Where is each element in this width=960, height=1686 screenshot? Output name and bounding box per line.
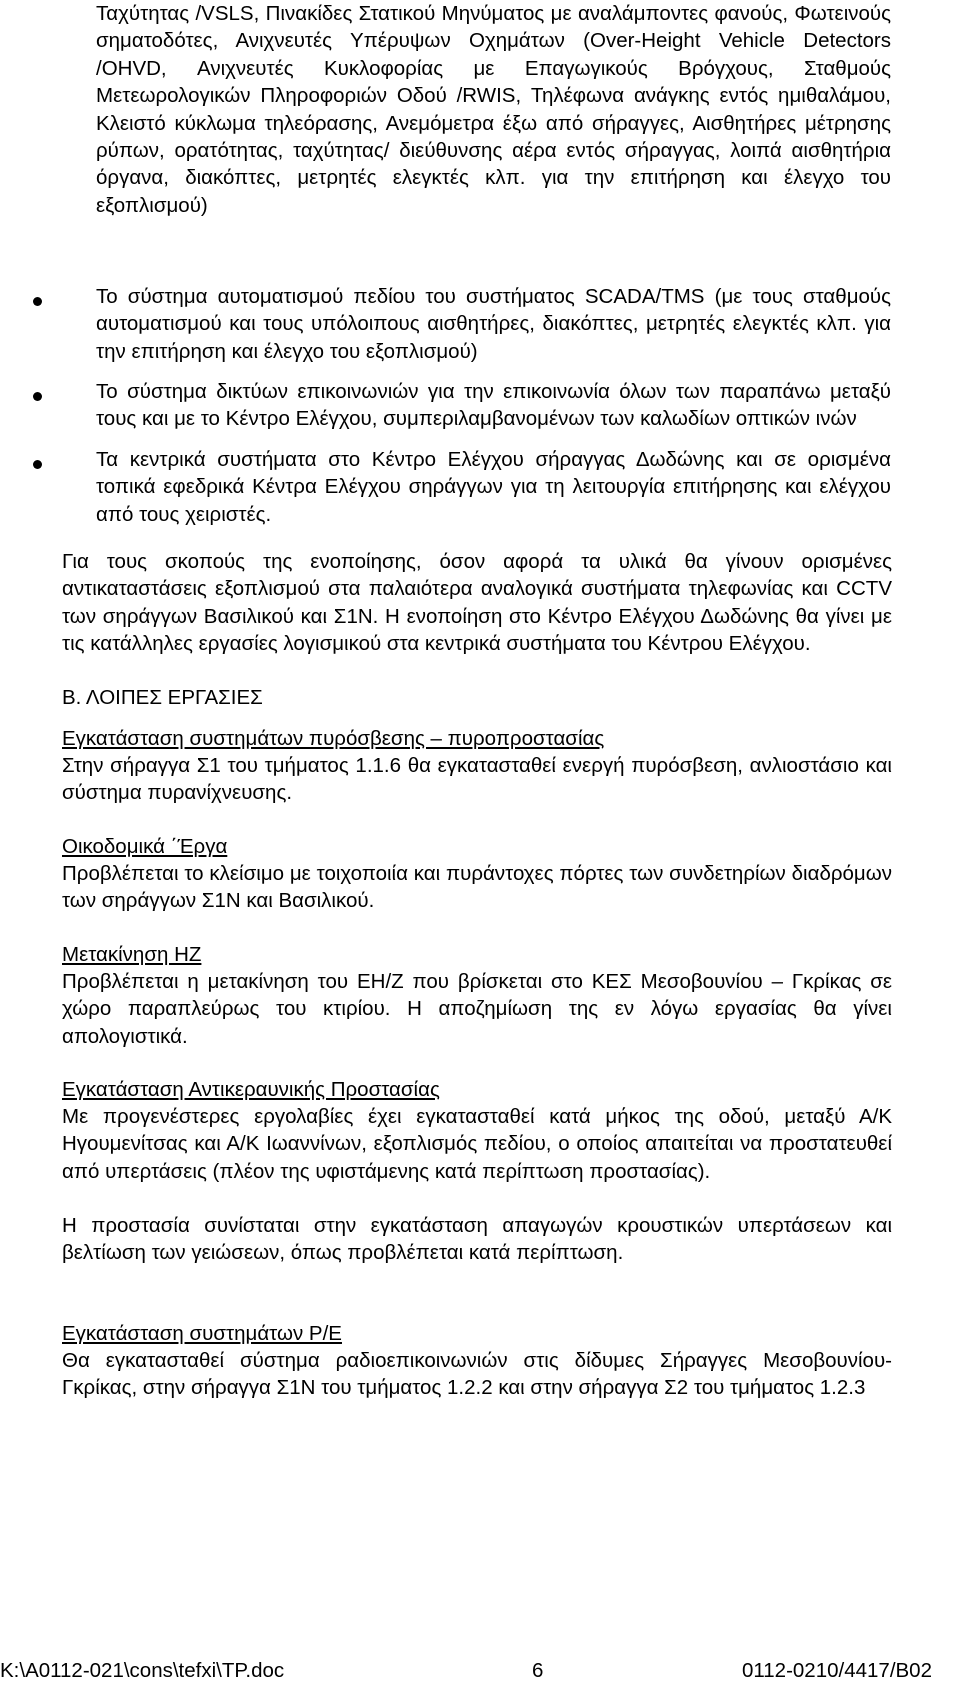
heading-fire-protection: Εγκατάσταση συστημάτων πυρόσβεσης – πυροπροστασίας	[62, 727, 605, 750]
heading-building-works: Οικοδομικά ΄Έργα	[62, 835, 228, 858]
body-lightning-protection-2: Η προστασία συνίσταται στην εγκατάσταση απαγωγών κρουστικών υπερτάσεων και βελτίωση των γειώσεων, όπως προβλέπεται κατά περίπτωση.	[62, 1214, 892, 1265]
bullet-item-networks: Το σύστημα δικτύων επικοινωνιών για την επικοινωνία όλων των παραπάνω μεταξύ τους και με το Κέντρο Ελέγχου, συμπεριλαμβανομένων των καλωδίων οπτικών ινών	[96, 380, 891, 431]
unification-paragraph: Για τους σκοπούς της ενοποίησης, όσον αφορά τα υλικά θα γίνουν ορισμένες αντικαταστάσεις εξοπλισμού στα παλαιότερα αναλογικά συστήματα τηλεφωνίας και CCTV των σηράγγων Βασιλικού και Σ1Ν. Η ενοποίηση στο Κέντρο Ελέγχου Δωδώνης θα γίνει με τις κατάλληλες εργασίες λογισμικού στα κεντρικά συστήματα του Κέντρου Ελέγχου.	[62, 550, 892, 656]
body-building-works: Προβλέπεται το κλείσιμο με τοιχοποιία και πυράντοχες πόρτες των συνδετηρίων διαδρόμων των σηράγγων Σ1Ν και Βασιλικού.	[62, 862, 892, 913]
footer-file-path: K:\A0112-021\cons\tefxi\TP.doc	[0, 1659, 285, 1682]
body-hz-relocation: Προβλέπεται η μετακίνηση του ΕΗ/Ζ που βρίσκεται στο ΚΕΣ Μεσοβουνίου – Γκρίκας σε χώρο παραπλεύρως του κτιρίου. Η αποζημίωση της εν λόγω εργασίας θα γίνει απολογιστικά.	[62, 970, 892, 1048]
heading-lightning-protection: Εγκατάσταση Αντικεραυνικής Προστασίας	[62, 1078, 440, 1101]
footer-page-number: 6	[532, 1659, 544, 1682]
intro-paragraph: Ταχύτητας /VSLS, Πινακίδες Στατικού Μηνύματος με αναλάμποντες φανούς, Φωτεινούς σηματοδότες, Ανιχνευτές Υπέρυψων Οχημάτων (Over-Height Vehicle Detectors /OHVD, Ανιχνευτές Κυκλοφορίας με Επαγωγικούς Βρόγχους, Σταθμούς Μετεωρολογικών Πληροφοριών Οδού /RWIS, Τηλέφωνα ανάγκης εντός ημιθαλάμου, Κλειστό κύκλωμα τηλεόρασης, Ανεμόμετρα έξω από σήραγγες, Αισθητήρες μέτρησης ρύπων, ορατότητας, ταχύτητας/ διεύθυνσης αέρα εντός σήραγγας, λοιπά αισθητήρια όργανα, διακόπτες, μετρητές ελεγκτές κλπ. για την επιτήρηση και έλεγχο του εξοπλισμού)	[96, 2, 891, 217]
body-fire-protection: Στην σήραγγα Σ1 του τμήματος 1.1.6 θα εγκατασταθεί ενεργή πυρόσβεση, ανλιοστάσιο και σύστημα πυρανίχνευσης.	[62, 754, 892, 805]
footer-document-code: 0112-0210/4417/B02	[742, 1659, 932, 1682]
bullet-icon	[33, 297, 42, 306]
bullet-item-scada: Το σύστημα αυτοματισμού πεδίου του συστήματος SCADA/TMS (με τους σταθμούς αυτοματισμού και τους υπόλοιπους αισθητήρες, διακόπτες, μετρητές ελεγκτές κλπ. για την επιτήρηση και έλεγχο του εξοπλισμού)	[96, 285, 891, 363]
heading-hz-relocation: Μετακίνηση ΗΖ	[62, 943, 202, 966]
heading-radio-systems: Εγκατάσταση συστημάτων Ρ/Ε	[62, 1322, 342, 1345]
bullet-item-central-systems: Τα κεντρικά συστήματα στο Κέντρο Ελέγχου σήραγγας Δωδώνης και σε ορισμένα τοπικά εφεδρικά Κέντρα Ελέγχου σηράγγων για τη λειτουργία επιτήρησης και ελέγχου από τους χειριστές.	[96, 448, 891, 526]
section-title: Β. ΛΟΙΠΕΣ ΕΡΓΑΣΙΕΣ	[62, 686, 263, 709]
bullet-icon	[33, 392, 42, 401]
body-lightning-protection: Με προγενέστερες εργολαβίες έχει εγκατασταθεί κατά μήκος της οδού, μεταξύ Α/Κ Ηγουμενίτσας και Α/Κ Ιωαννίνων, εξοπλισμός πεδίου, ο οποίος απαιτείται να προστατευθεί από υπερτάσεις (πλέον της υφιστάμενης κατά περίπτωση προστασίας).	[62, 1105, 892, 1183]
bullet-icon	[33, 460, 42, 469]
body-radio-systems: Θα εγκατασταθεί σύστημα ραδιοεπικοινωνιών στις δίδυμες Σήραγγες Μεσοβουνίου-Γκρίκας, στην σήραγγα Σ1Ν του τμήματος 1.2.2 και στην σήραγγα Σ2 του τμήματος 1.2.3	[62, 1349, 892, 1400]
